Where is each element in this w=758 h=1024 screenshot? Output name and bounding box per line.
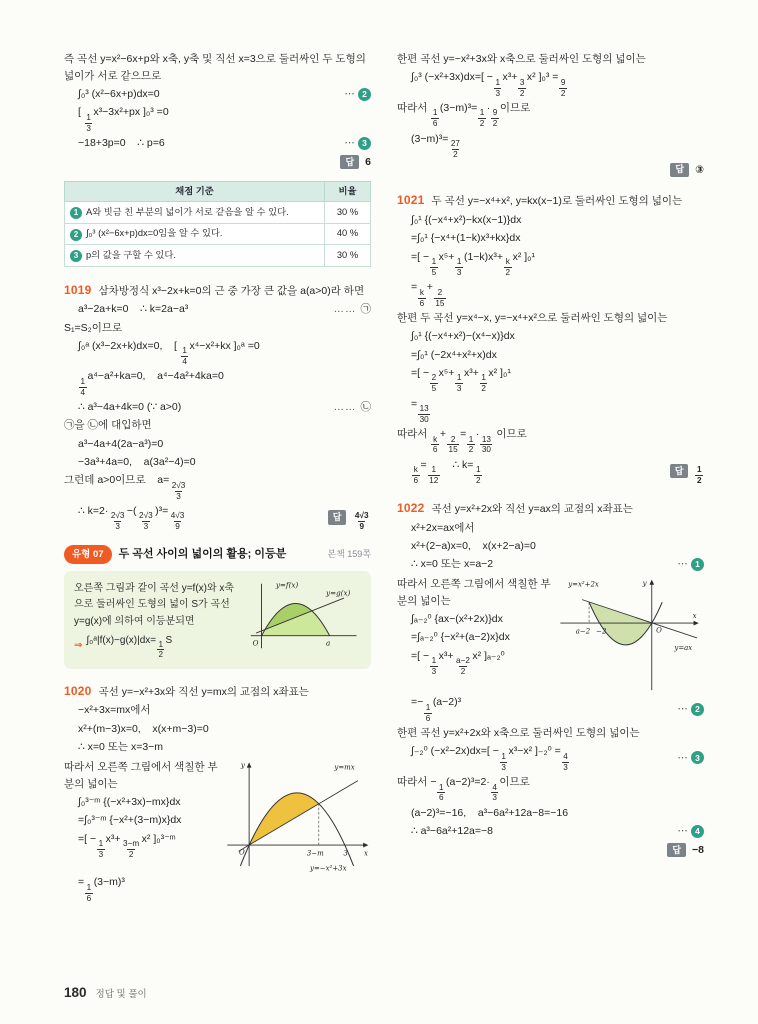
math-line bbox=[64, 104, 371, 133]
figure-label-x: x bbox=[364, 849, 368, 858]
equation: ∫₀³⁻ᵐ {(−x²+3x)−mx}dx bbox=[78, 795, 181, 808]
step-marker bbox=[672, 556, 705, 573]
criterion-number-badge: 3 bbox=[70, 250, 82, 262]
problem-1020 bbox=[64, 682, 371, 904]
math-line bbox=[397, 743, 704, 772]
right-column bbox=[397, 50, 704, 872]
x-axis-arrow-icon bbox=[694, 621, 699, 626]
math-line bbox=[397, 230, 704, 247]
equation: (3−m)³= $\frac{27}{2}$ bbox=[411, 132, 460, 159]
criterion-text: ∫₀³ (x²−6x+p)dx=0임을 알 수 있다. bbox=[86, 228, 223, 239]
math-line bbox=[64, 721, 371, 738]
solution-text: 따라서 오른쪽 그림에서 색칠한 부분의 넓이는 bbox=[64, 760, 218, 790]
solution-text: 따라서 오른쪽 그림에서 색칠한 부분의 넓이는 bbox=[397, 577, 551, 607]
figure-text-wrap bbox=[397, 575, 704, 693]
concept-type-box bbox=[64, 545, 371, 669]
answer-row bbox=[64, 154, 371, 171]
leader-dots bbox=[678, 750, 689, 767]
step-marker bbox=[672, 701, 705, 718]
figure-label-curve: y=−x²+3x bbox=[310, 864, 347, 873]
answer-value: 6 bbox=[365, 155, 371, 168]
equation: ∫₀³ (x²−6x+p)dx=0 bbox=[78, 88, 160, 101]
equation: =[ − $\frac{2}{5}$ x⁵+ $\frac{1}{3}$ x³+ $\frac{1}{2}$ x² ]₀¹ bbox=[411, 366, 511, 394]
problem-heading bbox=[397, 499, 704, 518]
equation: 따라서 $\frac{k}{6}$ + $\frac{2}{15}$ = $\frac{1}{2}$ · $\frac{13}{30}$ 이므로 bbox=[397, 428, 527, 455]
figure-label-origin: O bbox=[656, 626, 662, 635]
figure-label-f: y=f(x) bbox=[275, 580, 299, 590]
left-column bbox=[64, 50, 371, 916]
equation: =∫₀³⁻ᵐ {−x²+(3−m)x}dx bbox=[78, 814, 182, 827]
math-line bbox=[64, 436, 371, 453]
equation: ∫₀¹ {(−x⁴+x²)−(x⁴−x)}dx bbox=[411, 330, 515, 343]
equation: =∫ₐ₋₂⁰ {−x²+(a−2)x}dx bbox=[411, 631, 510, 644]
equation: =[ − $\frac{1}{3}$ x³+ $\frac{3-m}{2}$ x² ]₀³⁻ᵐ bbox=[78, 832, 176, 859]
math-line bbox=[397, 100, 704, 129]
math-line bbox=[397, 365, 704, 394]
problem-statement: 두 곡선 y=−x⁴+x², y=kx(x−1)로 둘러싸인 도형의 넓이는 bbox=[431, 195, 683, 208]
answer-label: 답 bbox=[670, 464, 689, 478]
step-marker bbox=[672, 823, 705, 840]
step-number-badge: 3 bbox=[358, 137, 371, 150]
math-line bbox=[64, 794, 219, 811]
figure-label-y: y bbox=[642, 579, 647, 588]
math-line bbox=[64, 86, 371, 103]
table-row bbox=[65, 223, 371, 245]
math-line bbox=[64, 739, 371, 756]
step-marker bbox=[672, 750, 705, 767]
math-line bbox=[397, 212, 704, 229]
equation: = $\frac{k}{6}$ + $\frac{2}{15}$ bbox=[411, 281, 445, 308]
step-number-badge: 4 bbox=[691, 825, 704, 838]
bisection-figure bbox=[249, 580, 361, 652]
equation: x²+(2−a)x=0, x(x+2−a)=0 bbox=[411, 539, 536, 552]
equation: 따라서 − $\frac{1}{6}$ (a−2)³=2· $\frac{4}{3}$ 이므로 bbox=[397, 776, 530, 803]
figure-label-cut: 3−m bbox=[306, 849, 324, 858]
math-line bbox=[64, 399, 371, 416]
criterion-text: p의 값을 구할 수 있다. bbox=[86, 249, 176, 260]
problem-heading bbox=[64, 682, 371, 701]
problem-number: 1020 bbox=[64, 683, 92, 698]
math-line bbox=[397, 426, 704, 455]
type-page-ref: 본책 159쪽 bbox=[327, 549, 371, 560]
answer-row bbox=[662, 457, 704, 486]
math-line bbox=[64, 368, 371, 397]
equation: $\frac{k}{6}$ = $\frac{1}{12}$ ∴ k= $\frac{1}{2}$ bbox=[413, 458, 481, 486]
solution-text: S₁=S₂이므로 bbox=[64, 321, 123, 334]
problem-heading bbox=[64, 281, 371, 300]
criterion-number-badge: 2 bbox=[70, 229, 82, 241]
problem-number: 1019 bbox=[64, 282, 92, 297]
line-y-mx bbox=[239, 781, 358, 852]
problem-number: 1022 bbox=[397, 500, 425, 515]
math-line bbox=[64, 454, 371, 471]
figure-label-g: y=g(x) bbox=[326, 588, 351, 598]
equation: ∴ x=0 또는 x=3−m bbox=[78, 741, 164, 754]
answer-label: 답 bbox=[667, 843, 686, 857]
type-title: 두 곡선 사이의 넓이의 활용; 이등분 bbox=[118, 547, 287, 560]
math-line bbox=[397, 520, 704, 537]
table-header-criteria: 채점 기준 bbox=[65, 181, 325, 201]
equation: ∫₀ᵃ (x³−2x+k)dx=0, [ $\frac{1}{4}$ x⁴−x²+kx ]₀ᵃ =0 bbox=[78, 339, 260, 367]
answer-label: 답 bbox=[328, 510, 347, 524]
step-number-badge: 3 bbox=[691, 751, 704, 764]
math-line bbox=[397, 457, 704, 486]
figure-label-origin: O bbox=[239, 848, 245, 857]
equation: a³−2a+k=0 ∴ k=2a−a³ bbox=[78, 303, 189, 316]
leader-dots bbox=[678, 556, 689, 573]
criterion-text: A와 빗금 친 부분의 넓이가 서로 같음을 알 수 있다. bbox=[86, 206, 289, 217]
math-line bbox=[64, 135, 371, 152]
step-marker bbox=[339, 86, 372, 103]
answer-row bbox=[397, 842, 704, 859]
figure-label-curve: y=x²+2x bbox=[568, 580, 599, 589]
problem-statement: 곡선 y=−x²+3x와 직선 y=mx의 교점의 x좌표는 bbox=[98, 685, 309, 698]
equation: ∫₀³ (−x²+3x)dx=[ − $\frac{1}{3}$ x³+ $\frac{3}{2}$ x² ]₀³ = $\frac{9}{2}$ bbox=[411, 71, 566, 98]
math-line bbox=[397, 611, 552, 628]
leader-dots bbox=[334, 401, 361, 413]
equation: −18+3p=0 ∴ p=6 bbox=[78, 137, 165, 150]
equation: ∴ a³−4a+4k=0 (∵ a>0) bbox=[78, 401, 182, 414]
solution-beside-figure bbox=[397, 575, 552, 678]
math-line bbox=[64, 301, 371, 318]
equation: ∫₀¹ {(−x⁴+x²)−kx(x−1)}dx bbox=[411, 214, 522, 227]
answer-row bbox=[320, 503, 371, 532]
text-line bbox=[64, 320, 371, 337]
figure-text-wrap bbox=[64, 758, 371, 873]
equation: =∫₀¹ (−2x⁴+x²+x)dx bbox=[411, 348, 497, 361]
equation: −3a³+4a=0, a(3a²−4)=0 bbox=[78, 456, 196, 468]
figure-label-x: x bbox=[692, 611, 697, 620]
math-line bbox=[397, 774, 704, 803]
figure-label-root: 3 bbox=[343, 849, 348, 858]
answer-value: $\frac{1}{2}$ bbox=[696, 465, 702, 486]
criterion-ratio: 40 % bbox=[325, 223, 371, 245]
problem-statement: 삼차방정식 x³−2x+k=0의 근 중 가장 큰 값을 a(a>0)라 하면 bbox=[98, 284, 365, 297]
math-line bbox=[64, 812, 219, 829]
graph-figure-1022 bbox=[556, 575, 704, 693]
step-marker bbox=[339, 135, 372, 152]
equation: ∫₋₂⁰ (−x²−2x)dx=[ − $\frac{1}{3}$ x³−x² ]₋₂⁰ = $\frac{4}{3}$ bbox=[411, 745, 568, 772]
solution-text: 한편 두 곡선 y=x⁴−x, y=−x⁴+x²으로 둘러싸인 도형의 넓이는 bbox=[397, 312, 668, 324]
math-line bbox=[64, 831, 219, 860]
solution-text: 한편 곡선 y=−x²+3x와 x축으로 둘러싸인 도형의 넓이는 bbox=[397, 53, 646, 65]
intro-solution bbox=[64, 51, 371, 267]
math-line bbox=[64, 874, 371, 903]
problem-1022 bbox=[397, 499, 704, 859]
table-row bbox=[65, 245, 371, 267]
figure-label-y: y bbox=[240, 761, 245, 770]
equation: = $\frac{1}{6}$ (3−m)³ bbox=[78, 876, 125, 903]
equation: ∴ k=2· $\frac{2√3}{3}$ −( $\frac{2√3}{3}$ )³= $\frac{4√3}{9}$ bbox=[78, 504, 185, 532]
concept-panel bbox=[64, 571, 371, 669]
math-line bbox=[64, 338, 371, 367]
tag-symbol: ㉠ bbox=[360, 303, 371, 316]
table-header-ratio: 비율 bbox=[325, 181, 371, 201]
figure-label-line: y=ax bbox=[674, 644, 693, 653]
shaded-region bbox=[249, 793, 319, 845]
math-line bbox=[397, 396, 704, 425]
leader-dots bbox=[345, 86, 356, 103]
solution-1020-continued bbox=[397, 51, 704, 178]
criterion-number-badge: 1 bbox=[70, 207, 82, 219]
reference-tag bbox=[328, 301, 372, 318]
problem-1019 bbox=[64, 281, 371, 532]
implies-arrow-icon: ⇒ bbox=[74, 640, 83, 652]
equation: x²+(m−3)x=0, x(x+m−3)=0 bbox=[78, 722, 209, 735]
page-number: 180 bbox=[64, 985, 87, 1000]
step-number-badge: 2 bbox=[691, 703, 704, 716]
grading-criteria-table bbox=[64, 181, 371, 267]
math-line bbox=[397, 823, 704, 840]
leader-dots bbox=[678, 701, 689, 718]
equation: =− $\frac{1}{6}$ (a−2)³ bbox=[411, 696, 462, 723]
solution-text: ㉠을 ㉡에 대입하면 bbox=[64, 419, 152, 432]
y-axis-arrow-icon bbox=[649, 580, 654, 585]
math-line bbox=[64, 702, 371, 719]
type-badge: 유형 07 bbox=[64, 545, 112, 564]
equation: ∴ a³−6a²+12a=−8 bbox=[411, 824, 493, 837]
answer-value: −8 bbox=[692, 843, 704, 856]
solution-beside-figure bbox=[64, 758, 219, 861]
math-line bbox=[64, 472, 371, 501]
math-line bbox=[397, 805, 704, 822]
equation: ∫₀ᵃ|f(x)−g(x)|dx= $\frac{1}{2}$ S bbox=[86, 634, 173, 660]
footer-label: 정답 및 풀이 bbox=[95, 989, 147, 1000]
leader-dots bbox=[345, 135, 356, 152]
problem-1021 bbox=[397, 191, 704, 485]
answer-row bbox=[397, 162, 704, 179]
concept-text: 오른쪽 그림과 같이 곡선 y=f(x)와 x축으로 둘러싸인 도형의 넓이 S가 곡선 y=g(x)에 의하여 이등분되면 bbox=[74, 583, 235, 627]
figure-label-origin: O bbox=[252, 638, 259, 648]
concept-text-area bbox=[74, 580, 243, 660]
equation: [ $\frac{1}{3}$ x³−3x²+px ]₀³ =0 bbox=[78, 106, 169, 133]
page-footer bbox=[64, 985, 147, 1000]
figure-label-a2: a−2 bbox=[575, 627, 591, 636]
criterion-ratio: 30 % bbox=[325, 202, 371, 224]
equation: a³−4a+4(2a−a³)=0 bbox=[78, 437, 164, 450]
leader-dots bbox=[678, 823, 689, 840]
equation: 따라서 $\frac{1}{6}$ (3−m)³= $\frac{1}{2}$ · $\frac{9}{2}$ 이므로 bbox=[397, 101, 531, 129]
equation: =[ − $\frac{1}{5}$ x⁵+ $\frac{1}{3}$ (1−k)x³+ $\frac{k}{2}$ x² ]₀¹ bbox=[411, 250, 536, 278]
x-axis-arrow-icon bbox=[363, 843, 368, 848]
equation: −x²+3x=mx에서 bbox=[78, 704, 151, 717]
criterion-ratio: 30 % bbox=[325, 245, 371, 267]
math-line bbox=[397, 556, 704, 573]
y-axis-arrow-icon bbox=[247, 762, 252, 767]
math-line bbox=[397, 694, 704, 723]
equation: (a−2)³=−16, a³−6a²+12a−8=−16 bbox=[411, 806, 569, 819]
equation: ∫ₐ₋₂⁰ {ax−(x²+2x)}dx bbox=[411, 613, 503, 626]
problem-statement: 곡선 y=x²+2x와 직선 y=ax의 교점의 x좌표는 bbox=[431, 502, 633, 515]
reference-tag bbox=[328, 399, 372, 416]
table-row bbox=[65, 202, 371, 224]
step-number-badge: 1 bbox=[691, 558, 704, 571]
math-line bbox=[397, 629, 552, 646]
math-line bbox=[397, 249, 704, 278]
figure-label-line: y=mx bbox=[334, 763, 355, 772]
answer-label: 답 bbox=[340, 155, 359, 169]
equation: =∫₀¹ {−x⁴+(1−k)x³+kx}dx bbox=[411, 232, 521, 245]
equation: = $\frac{13}{30}$ bbox=[411, 397, 429, 424]
figure-label-minus2: −2 bbox=[596, 627, 607, 636]
math-line bbox=[64, 503, 371, 532]
solution-text: 즉 곡선 y=x²−6x+p와 x축, y축 및 직선 x=3으로 둘러싸인 두 도형의 넓이가 서로 같으므로 bbox=[64, 53, 366, 82]
math-line bbox=[397, 538, 704, 555]
tag-symbol: ㉡ bbox=[360, 401, 371, 414]
math-line bbox=[397, 279, 704, 308]
equation: ∴ x=0 또는 x=a−2 bbox=[411, 558, 494, 571]
graph-figure-1020 bbox=[223, 758, 371, 873]
problem-heading bbox=[397, 191, 704, 210]
solution-text: 한편 곡선 y=x²+2x와 x축으로 둘러싸인 도형의 넓이는 bbox=[397, 727, 640, 740]
equation: x²+2x=ax에서 bbox=[411, 521, 475, 534]
equation: =[ − $\frac{1}{3}$ x³+ $\frac{a-2}{2}$ x² ]ₐ₋₂⁰ bbox=[411, 649, 505, 676]
math-line bbox=[397, 69, 704, 98]
concept-formula bbox=[74, 633, 243, 660]
leader-dots bbox=[334, 303, 361, 315]
answer-value: $\frac{4√3}{9}$ bbox=[354, 511, 369, 532]
answer-label: 답 bbox=[670, 163, 689, 177]
table-header-row bbox=[65, 181, 371, 201]
problem-number: 1021 bbox=[397, 193, 425, 208]
answer-value: ③ bbox=[695, 163, 704, 176]
figure-label-a: a bbox=[326, 638, 331, 648]
math-line bbox=[397, 347, 704, 364]
type-header bbox=[64, 545, 371, 564]
math-line bbox=[397, 648, 552, 677]
math-line bbox=[397, 131, 704, 160]
equation: $\frac{1}{4}$ a⁴−a²+ka=0, a⁴−4a²+4ka=0 bbox=[80, 370, 224, 397]
math-line bbox=[397, 328, 704, 345]
two-column-layout bbox=[64, 50, 704, 916]
text-line bbox=[64, 417, 371, 434]
step-number-badge: 2 bbox=[358, 88, 371, 101]
equation: 그런데 a>0이므로 a= $\frac{2√3}{3}$ bbox=[64, 474, 186, 501]
